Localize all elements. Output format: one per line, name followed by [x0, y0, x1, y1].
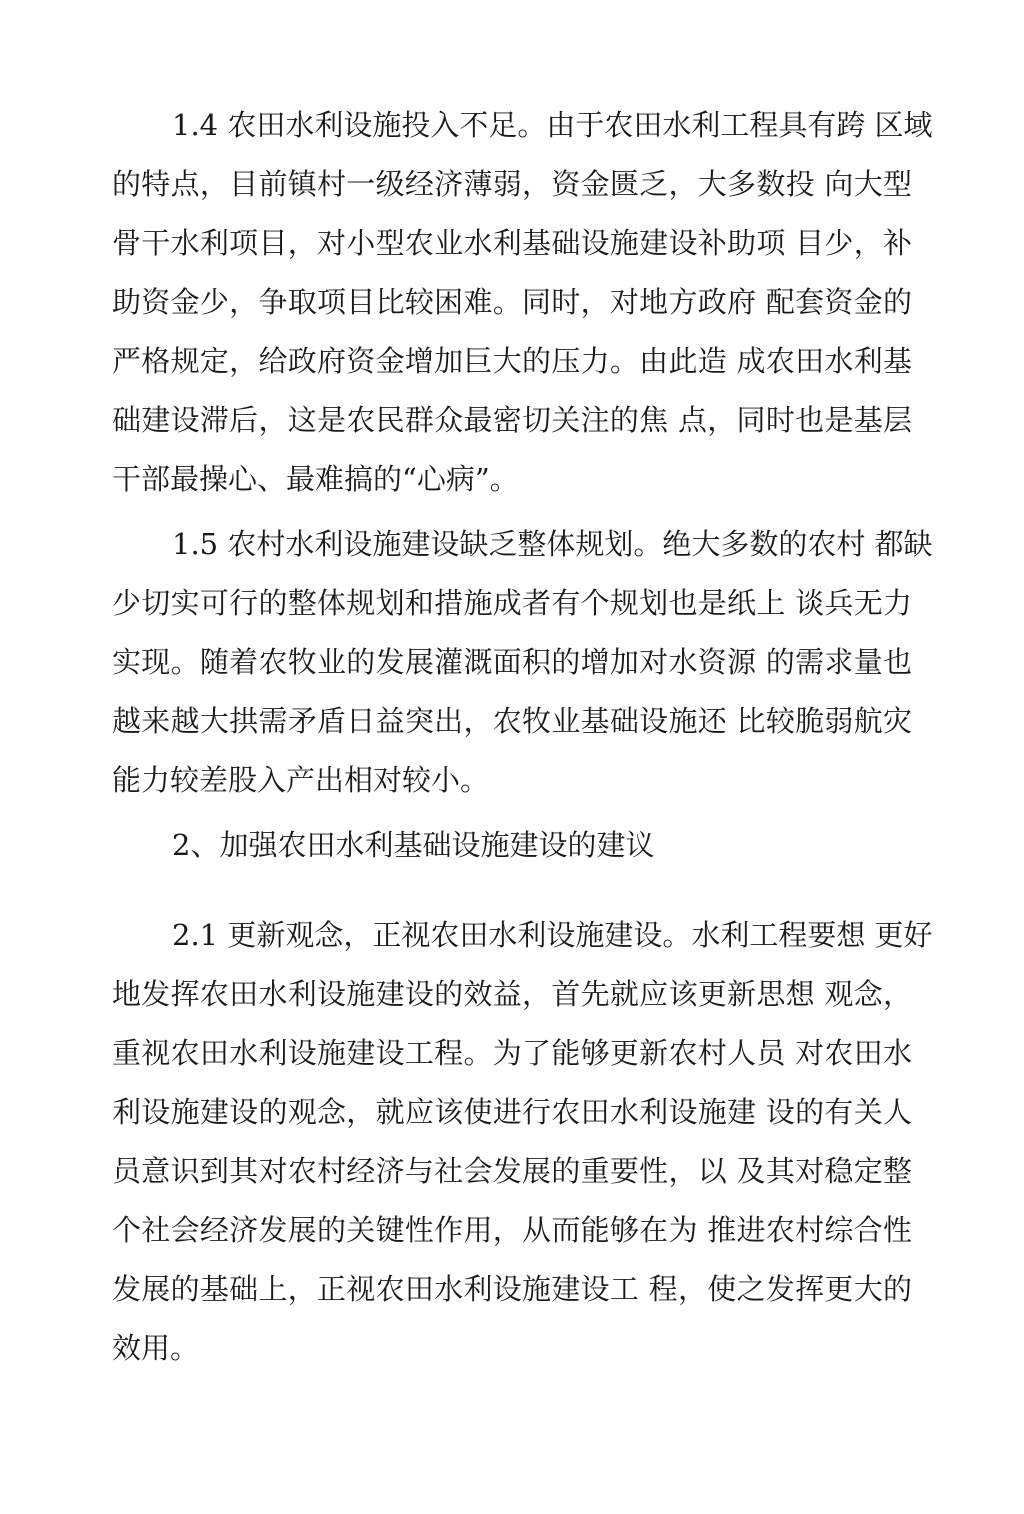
paragraph-1-4-line-1: 1.4 农田水利设施投入不足。由于农田水利工程具有跨 区域 [172, 108, 933, 142]
paragraph-1-4-line-7: 干部最操心、最难搞的“心病”。 [112, 462, 519, 496]
paragraph-1-4-line-6: 础建设滞后，这是农民群众最密切关注的焦 点，同时也是基层 [112, 403, 912, 437]
paragraph-2-1-line-8: 效用。 [112, 1331, 200, 1365]
paragraph-2-1-line-6: 个社会经济发展的关键性作用，从而能够在为 推进农村综合性 [112, 1213, 912, 1247]
paragraph-1-5-line-4: 越来越大拱需矛盾日益突出，农牧业基础设施还 比较脆弱航灾 [112, 704, 912, 738]
paragraph-1-5-line-1: 1.5 农村水利设施建设缺乏整体规划。绝大多数的农村 都缺 [172, 527, 933, 561]
paragraph-1-4-line-2: 的特点，目前镇村一级经济薄弱，资金匮乏，大多数投 向大型 [112, 167, 912, 201]
paragraph-2-1-line-7: 发展的基础上，正视农田水利设施建设工 程，使之发挥更大的 [112, 1272, 912, 1306]
paragraph-1-5-line-2: 少切实可行的整体规划和措施成者有个规划也是纸上 谈兵无力 [112, 586, 912, 620]
paragraph-1-4-line-5: 严格规定，给政府资金增加巨大的压力。由此造 成农田水利基 [112, 344, 912, 378]
paragraph-1-4-line-3: 骨干水利项目，对小型农业水利基础设施建设补助项 目少，补 [112, 226, 912, 260]
paragraph-2-1-line-1: 2.1 更新观念，正视农田水利设施建设。水利工程要想 更好 [172, 918, 933, 952]
section-heading-2: 2、加强农田水利基础设施建设的建议 [172, 828, 655, 862]
paragraph-1-4-line-4: 助资金少，争取项目比较困难。同时，对地方政府 配套资金的 [112, 285, 912, 319]
paragraph-2-1-line-3: 重视农田水利设施建设工程。为了能够更新农村人员 对农田水 [112, 1036, 912, 1070]
paragraph-1-5-line-3: 实现。随着农牧业的发展灌溉面积的增加对水资源 的需求量也 [112, 645, 912, 679]
paragraph-2-1-line-5: 员意识到其对农村经济与社会发展的重要性，以 及其对稳定整 [112, 1154, 912, 1188]
paragraph-1-5-line-5: 能力较差股入产出相对较小。 [112, 763, 490, 797]
paragraph-2-1-line-4: 利设施建设的观念，就应该使进行农田水利设施建 设的有关人 [112, 1095, 912, 1129]
paragraph-2-1-line-2: 地发挥农田水利设施建设的效益，首先就应该更新思想 观念， [112, 977, 912, 1011]
